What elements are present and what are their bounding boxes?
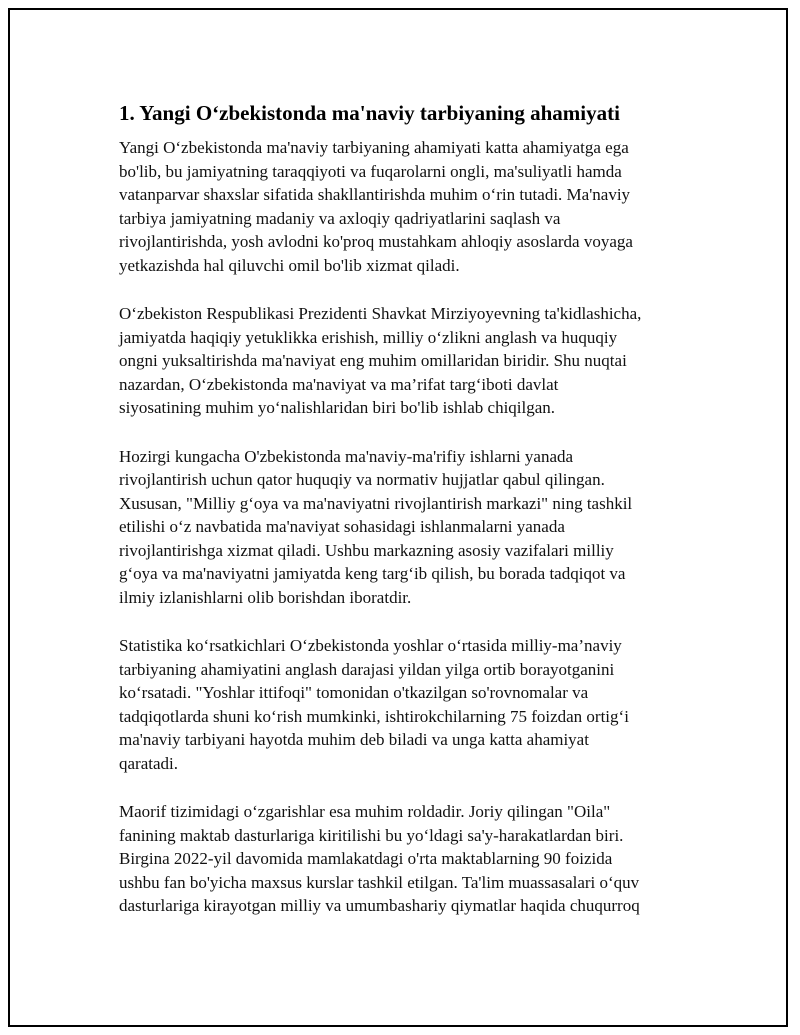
text-line: yetkazishda hal qiluvchi omil bo'lib xizmat qiladi. bbox=[119, 255, 460, 275]
text-line: qaratadi. bbox=[119, 753, 178, 773]
text-line: ushbu fan bo'yicha maxsus kurslar tashkil etilgan. Ta'lim muassasalari o‘quv bbox=[119, 872, 640, 892]
text-line: rivojlantirishga xizmat qiladi. Ushbu markazning asosiy vazifalari milliy bbox=[119, 540, 614, 560]
text-line: ilmiy izlanishlarni olib borishdan iboratdir. bbox=[119, 587, 412, 607]
text-line: Maorif tizimidagi o‘zgarishlar esa muhim roldadir. Joriy qilingan "Oila" bbox=[119, 802, 611, 821]
text-line: ko‘rsatadi. "Yoshlar ittifoqi" tomonidan o'tkazilgan so'rovnomalar va bbox=[119, 683, 589, 702]
text-line: ma'naviy tarbiyani hayotda muhim deb biladi va unga katta ahamiyat bbox=[119, 730, 589, 749]
text-line: tadqiqotlarda shuni ko‘rish mumkinki, ishtirokchilarning 75 foizdan ortig‘i bbox=[119, 706, 629, 726]
text-line: Hozirgi kungacha O'zbekistonda ma'naviy-ma'rifiy ishlarni yanada bbox=[119, 446, 574, 466]
paragraph-3 bbox=[119, 445, 699, 610]
page-frame bbox=[8, 8, 788, 1027]
paragraph-1 bbox=[119, 136, 699, 277]
text-line: Xususan, "Milliy g‘oya va ma'naviyatni rivojlantirish markazi" ning tashkil bbox=[119, 493, 633, 513]
text-line: Birgina 2022-yil davomida mamlakatdagi o'rta maktablarning 90 foizida bbox=[119, 849, 613, 868]
text-line: Statistika ko‘rsatkichlari O‘zbekistonda yoshlar o‘rtasida milliy-ma’naviy bbox=[119, 636, 622, 655]
text-line: ongni yuksaltirishda ma'naviyat eng muhim omillaridan biridir. Shu nuqtai bbox=[119, 351, 627, 370]
text-line: Yangi O‘zbekistonda ma'naviy tarbiyaning ahamiyati katta ahamiyatga ega bbox=[119, 138, 629, 157]
text-line: fanining maktab dasturlariga kiritilishi bu yo‘ldagi sa'y-harakatlardan biri. bbox=[119, 825, 624, 845]
text-line: siyosatining muhim yo‘nalishlaridan biri bo'lib ishlab chiqilgan. bbox=[119, 398, 556, 417]
text-line: rivojlantirish uchun qator huquqiy va normativ hujjatlar qabul qilingan. bbox=[119, 470, 605, 489]
text-line: rivojlantirishda, yosh avlodni ko'proq mustahkam ahloqiy asoslarda voyaga bbox=[119, 232, 633, 251]
text-line: bo'lib, bu jamiyatning taraqqiyoti va fuqarolarni ongli, ma'suliyatli hamda bbox=[119, 161, 622, 181]
paragraph-2 bbox=[119, 302, 699, 420]
section-heading: 1. Yangi O‘zbekistonda ma'naviy tarbiyaning ahamiyati bbox=[119, 101, 620, 125]
text-line: vatanparvar shaxslar sifatida shakllantirishda muhim o‘rin tutadi. Ma'naviy bbox=[119, 185, 631, 204]
text-line: etilishi o‘z navbatida ma'naviyat sohasidagi ishlanmalarni yanada bbox=[119, 517, 565, 536]
text-line: O‘zbekiston Respublikasi Prezidenti Shavkat Mirziyoyevning ta'kidlashicha, bbox=[119, 304, 642, 323]
text-line: tarbiyaning ahamiyatini anglash darajasi yildan yilga ortib borayotganini bbox=[119, 659, 615, 679]
text-line: tarbiya jamiyatning madaniy va axloqiy qadriyatlarini saqlash va bbox=[119, 208, 561, 228]
text-line: dasturlariga kirayotgan milliy va umumbashariy qiymatlar haqida chuqurroq bbox=[119, 896, 640, 915]
text-line: nazardan, O‘zbekistonda ma'naviyat va ma’rifat targ‘iboti davlat bbox=[119, 374, 559, 394]
paragraph-5 bbox=[119, 800, 699, 918]
text-line: g‘oya va ma'naviyatni jamiyatda keng targ‘ib qilish, bu borada tadqiqot va bbox=[119, 564, 626, 583]
document-body bbox=[119, 100, 699, 943]
text-line: jamiyatda haqiqiy yetuklikka erishish, milliy o‘zlikni anglash va huquqiy bbox=[119, 327, 618, 347]
paragraph-4 bbox=[119, 634, 699, 775]
